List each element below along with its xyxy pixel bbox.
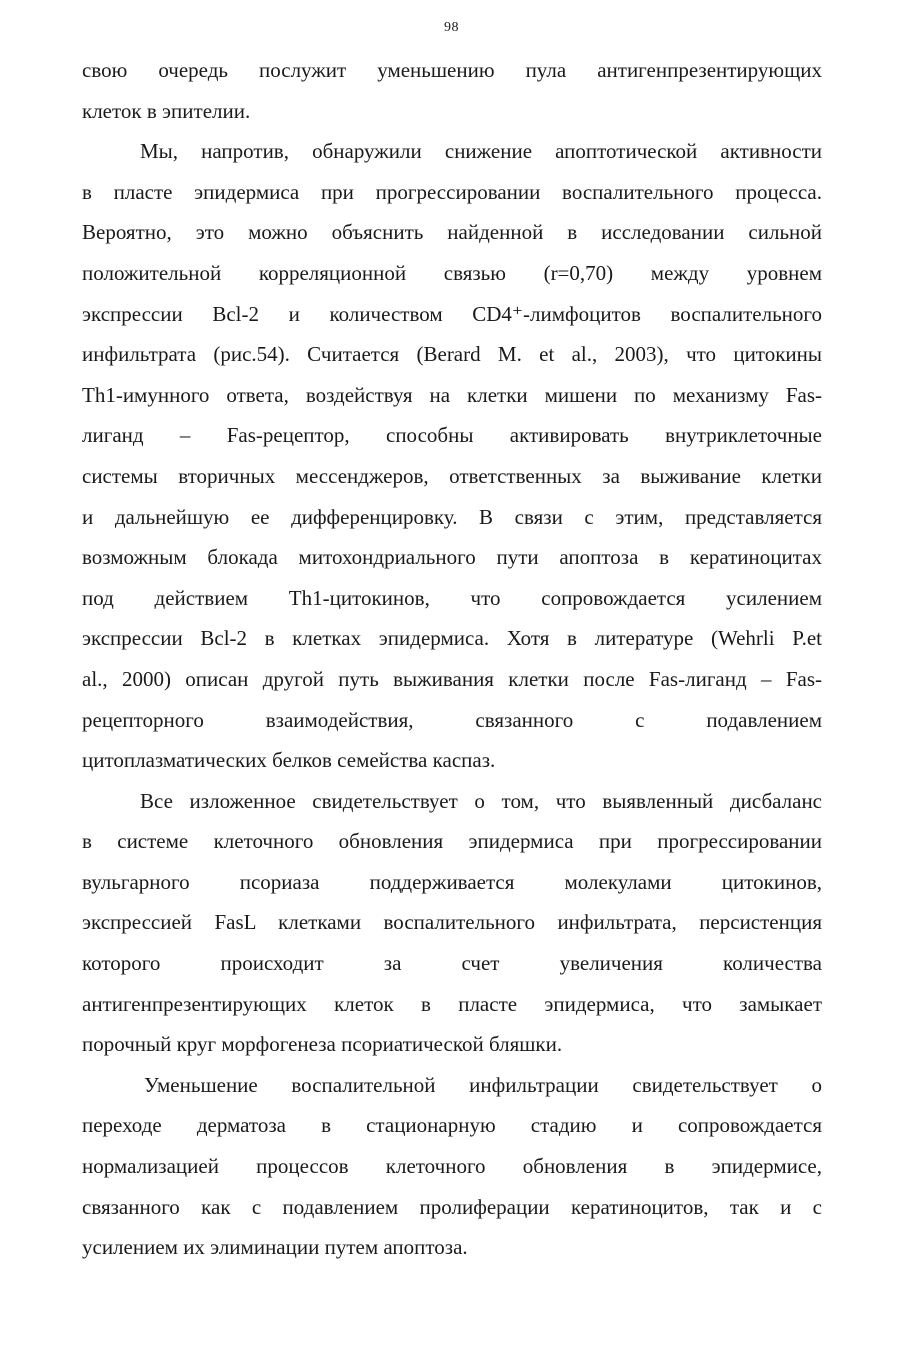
page-number: 98 <box>444 20 459 35</box>
text-line: усилением их элиминации путем апоптоза. <box>82 1235 468 1260</box>
paragraph <box>82 1065 822 1268</box>
text-line: al., 2000) описан другой путь выживания клетки после Fas-лиганд – Fas- <box>82 666 822 691</box>
text-line: положительной корреляционной связью (r=0,70) между уровнем <box>82 260 822 285</box>
text-line: нормализацией процессов клеточного обновления в эпидермисе, <box>82 1154 822 1179</box>
body-text <box>82 50 822 1268</box>
paragraph <box>82 50 822 131</box>
text-line: рецепторного взаимодействия, связанного с подавлением <box>82 707 822 732</box>
text-line: экспрессии Bcl-2 и количеством CD4⁺-лимфоцитов воспалительного <box>82 301 822 326</box>
text-line: лиганд – Fas-рецептор, способны активировать внутриклеточные <box>82 423 822 448</box>
text-line: вульгарного псориаза поддерживается молекулами цитокинов, <box>82 869 822 894</box>
text-line: порочный круг морфогенеза псориатической бляшки. <box>82 1032 563 1057</box>
text-line: цитоплазматических белков семейства каспаз. <box>82 748 496 773</box>
text-line: переходе дерматоза в стационарную стадию и сопровождается <box>82 1113 822 1138</box>
text-line: инфильтрата (рис.54). Считается (Berard M. et al., 2003), что цитокины <box>82 342 822 367</box>
text-line: свою очередь послужит уменьшению пула антигенпрезентирующих <box>82 58 822 82</box>
text-line: Вероятно, это можно объяснить найденной в исследовании сильной <box>82 220 822 245</box>
text-line: которого происходит за счет увеличения количества <box>82 951 822 976</box>
text-line: в системе клеточного обновления эпидермиса при прогрессировании <box>82 829 822 854</box>
text-line: антигенпрезентирующих клеток в пласте эпидермиса, что замыкает <box>82 991 822 1016</box>
text-line: и дальнейшую ее дифференцировку. В связи с этим, представляется <box>82 504 822 529</box>
text-line: возможным блокада митохондриального пути апоптоза в кератиноцитах <box>82 545 822 570</box>
text-line: связанного как с подавлением пролиферации кератиноцитов, так и с <box>82 1194 822 1219</box>
text-line: в пласте эпидермиса при прогрессировании воспалительного процесса. <box>82 179 822 204</box>
text-line: экспрессией FasL клетками воспалительного инфильтрата, персистенция <box>82 910 822 935</box>
paragraph <box>82 781 822 1065</box>
paragraph <box>82 131 822 781</box>
text-line: под действием Th1-цитокинов, что сопровождается усилением <box>82 585 822 610</box>
text-line: Мы, напротив, обнаружили снижение апоптотической активности <box>140 139 822 164</box>
text-line: системы вторичных мессенджеров, ответственных за выживание клетки <box>82 463 822 488</box>
text-line: клеток в эпителии. <box>82 98 251 123</box>
text-line: Th1-имунного ответа, воздействуя на клетки мишени по механизму Fas- <box>82 382 822 407</box>
text-line: экспрессии Bcl-2 в клетках эпидермиса. Хотя в литературе (Wehrli P.et <box>82 626 822 651</box>
text-line: Все изложенное свидетельствует о том, что выявленный дисбаланс <box>140 788 822 813</box>
text-line: Уменьшение воспалительной инфильтрации свидетельствует о <box>144 1072 822 1097</box>
